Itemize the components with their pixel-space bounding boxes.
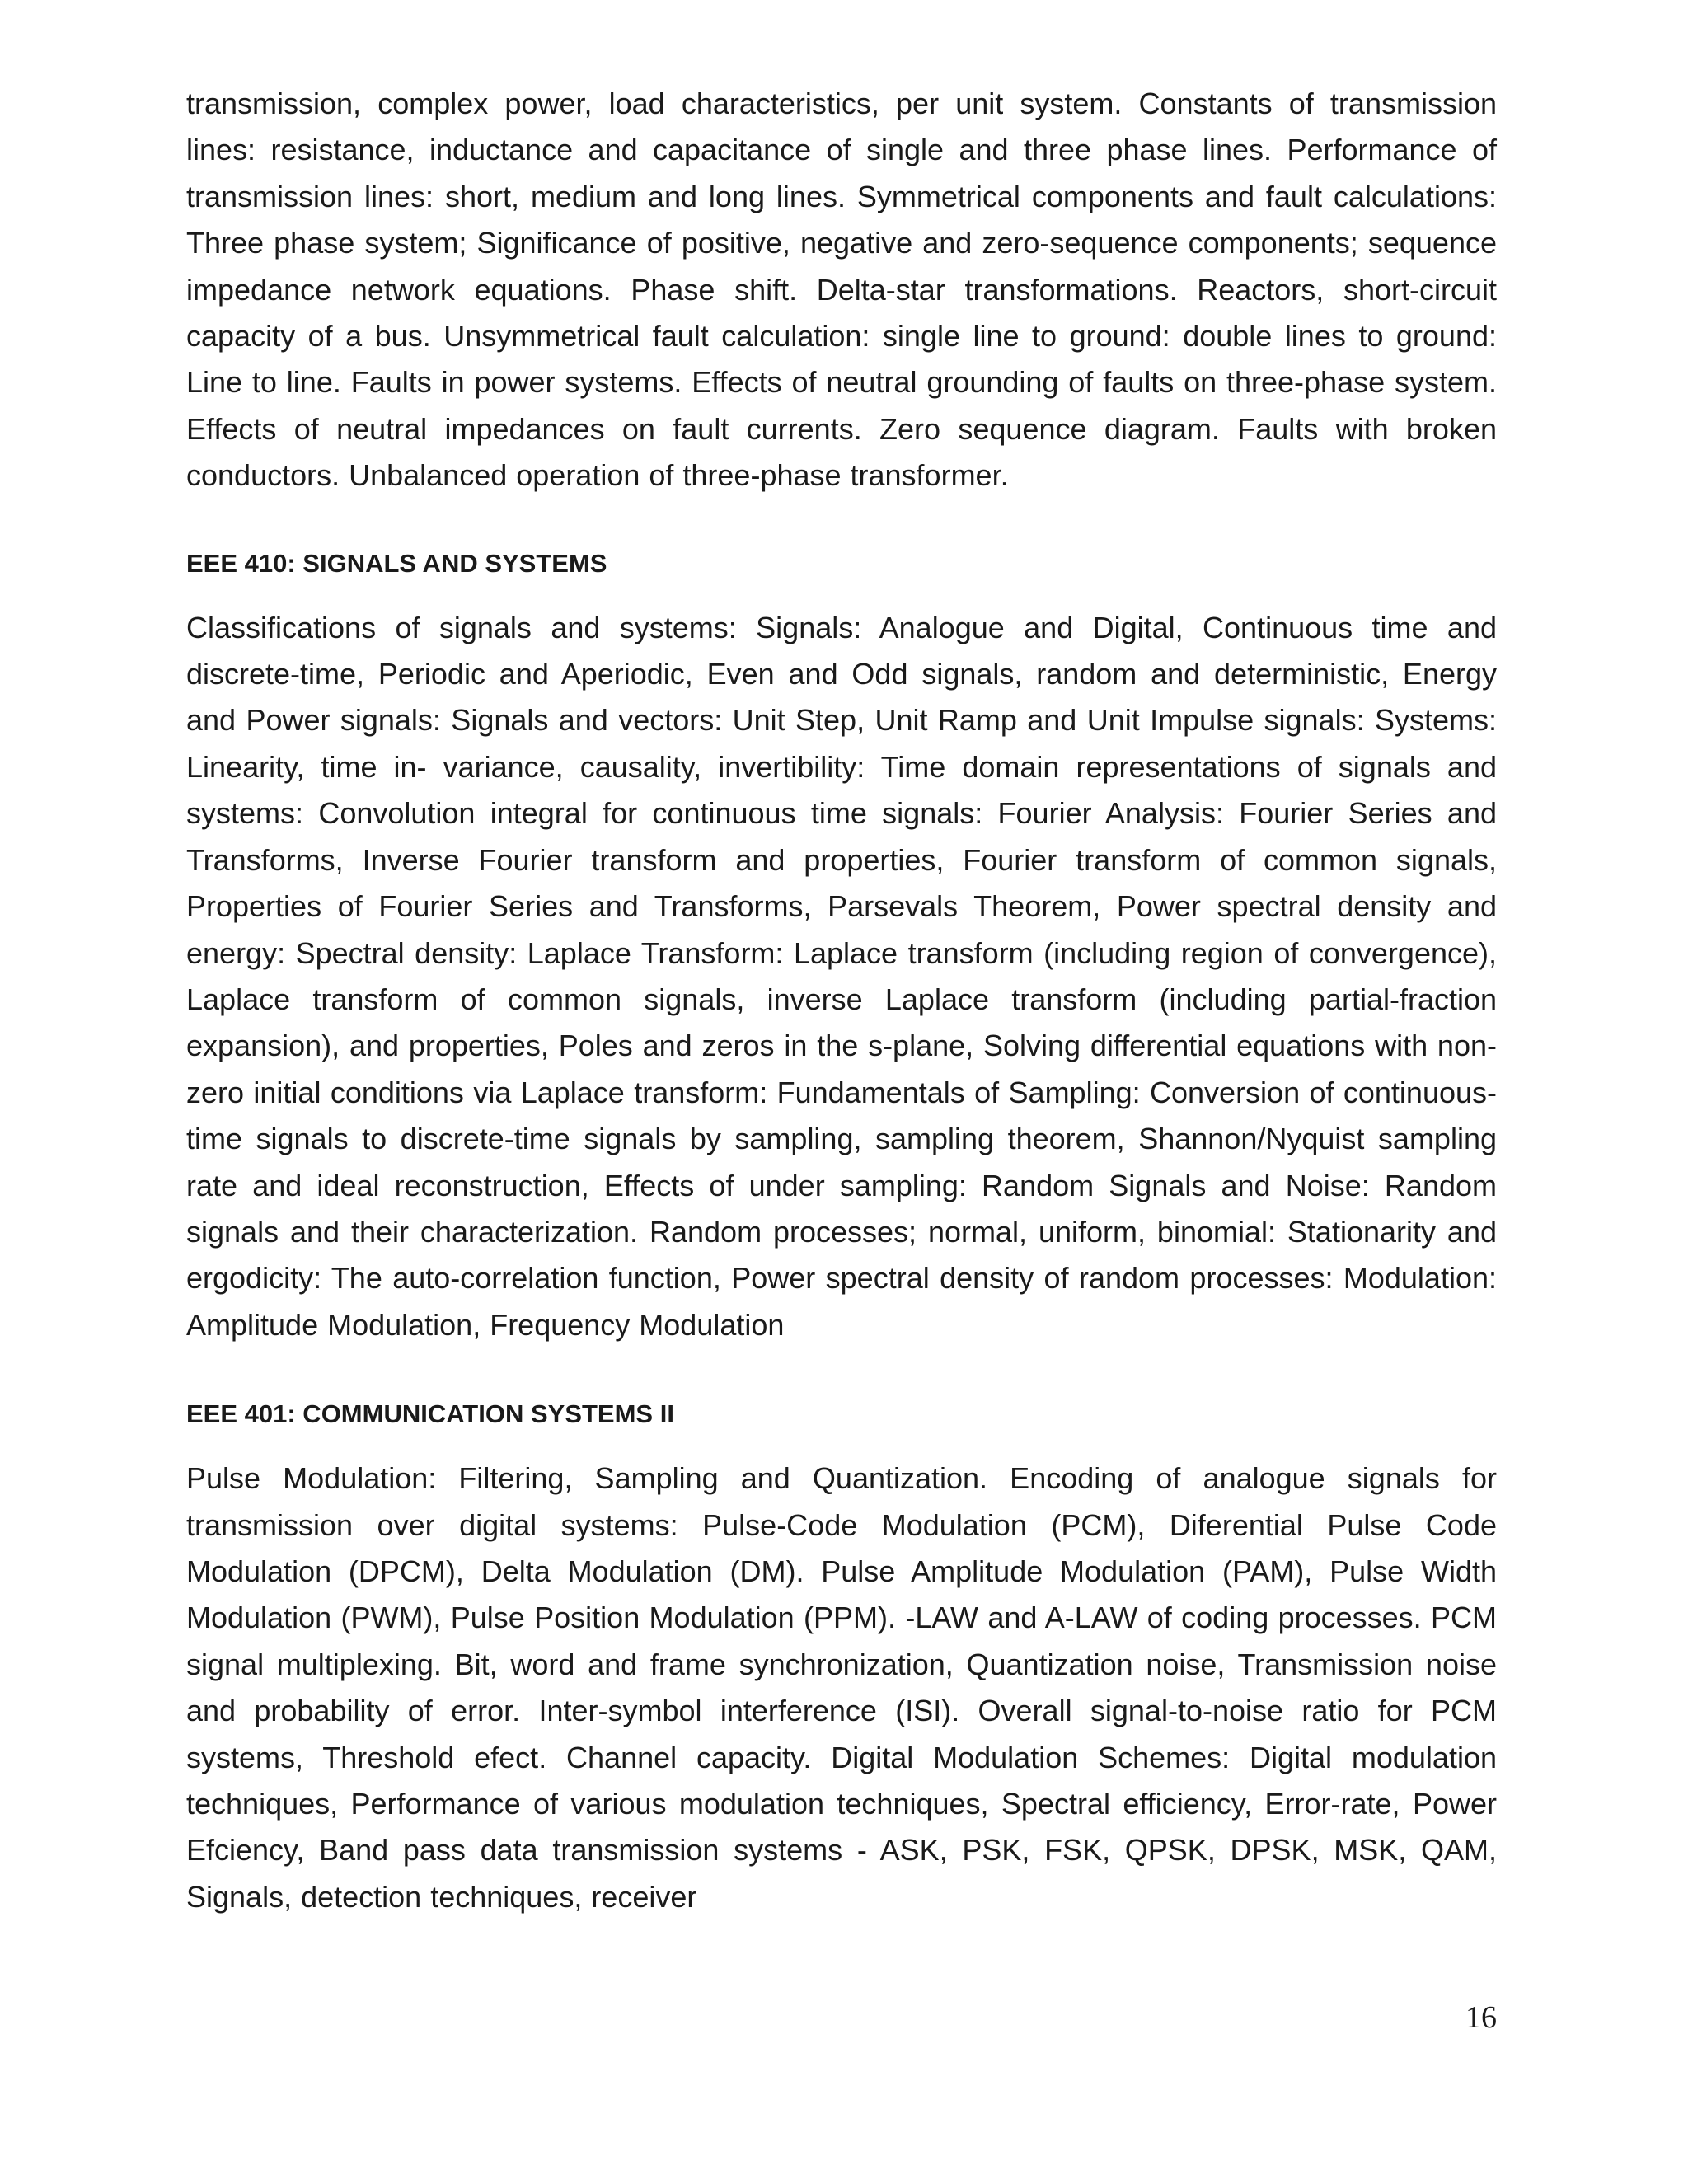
- section-heading-eee-401: EEE 401: COMMUNICATION SYSTEMS II: [186, 1399, 674, 1429]
- section-heading-eee-410: EEE 410: SIGNALS AND SYSTEMS: [186, 548, 607, 578]
- section-body-eee-401: Pulse Modulation: Filtering, Sampling and Quantization. Encoding of analogue signals for transmission over digital systems: Pulse-Code Modulation (PCM), Diferential Pulse Code Modulation (DPCM), Delta Modulation (DM). Pulse Amplitude Modulation (PAM), Pulse Width Modulation (PWM), Pulse Position Modulation (PPM). -LAW and A-LAW of coding processes. PCM signal multiplexing. Bit, word and frame synchronization, Quantization noise, Transmission noise and probability of error. Inter-symbol interference (ISI). Overall signal-to-noise ratio for PCM systems, Threshold efect. Channel capacity. Digital Modulation Schemes: Digital modulation techniques, Performance of various modulation techniques, Spectral efficiency, Error-rate, Power Efciency, Band pass data transmission systems - ASK, PSK, FSK, QPSK, DPSK, MSK, QAM, Signals, detection techniques, receiver: [186, 1461, 1497, 1914]
- intro-paragraph: transmission, complex power, load characteristics, per unit system. Constants of transmission lines: resistance, inductance and capacitance of single and three phase lines. Performance of transmission lines: short, medium and long lines. Symmetrical components and fault calculations: Three phase system; Significance of positive, negative and zero-sequence components; sequence impedance network equations. Phase shift. Delta-star transformations. Reactors, short-circuit capacity of a bus. Unsymmetrical fault calculation: single line to ground: double lines to ground: Line to line. Faults in power systems. Effects of neutral grounding of faults on three-phase system. Effects of neutral impedances on fault currents. Zero sequence diagram. Faults with broken conductors. Unbalanced operation of three-phase transformer.: [186, 87, 1497, 493]
- document-page: [186, 81, 1497, 1920]
- section-body-eee-410: Classifications of signals and systems: Signals: Analogue and Digital, Continuous time and discrete-time, Periodic and Aperiodic, Even and Odd signals, random and deterministic, Energy and Power signals: Signals and vectors: Unit Step, Unit Ramp and Unit Impulse signals: Systems: Linearity, time in- variance, causality, invertibility: Time domain representations of signals and systems: Convolution integral for continuous time signals: Fourier Analysis: Fourier Series and Transforms, Inverse Fourier transform and properties, Fourier transform of common signals, Properties of Fourier Series and Transforms, Parsevals Theorem, Power spectral density and energy: Spectral density: Laplace Transform: Laplace transform (including region of convergence), Laplace transform of common signals, inverse Laplace transform (including partial-fraction expansion), and properties, Poles and zeros in the s-plane, Solving differential equations with non-zero initial conditions via Laplace transform: Fundamentals of Sampling: Conversion of continuous-time signals to discrete-time signals by sampling, sampling theorem, Shannon/Nyquist sampling rate and ideal reconstruction, Effects of under sampling: Random Signals and Noise: Random signals and their characterization. Random processes; normal, uniform, binomial: Stationarity and ergodicity: The auto-correlation function, Power spectral density of random processes: Modulation: Amplitude Modulation, Frequency Modulation: [186, 610, 1497, 1342]
- page-number: 16: [1465, 2000, 1497, 2035]
